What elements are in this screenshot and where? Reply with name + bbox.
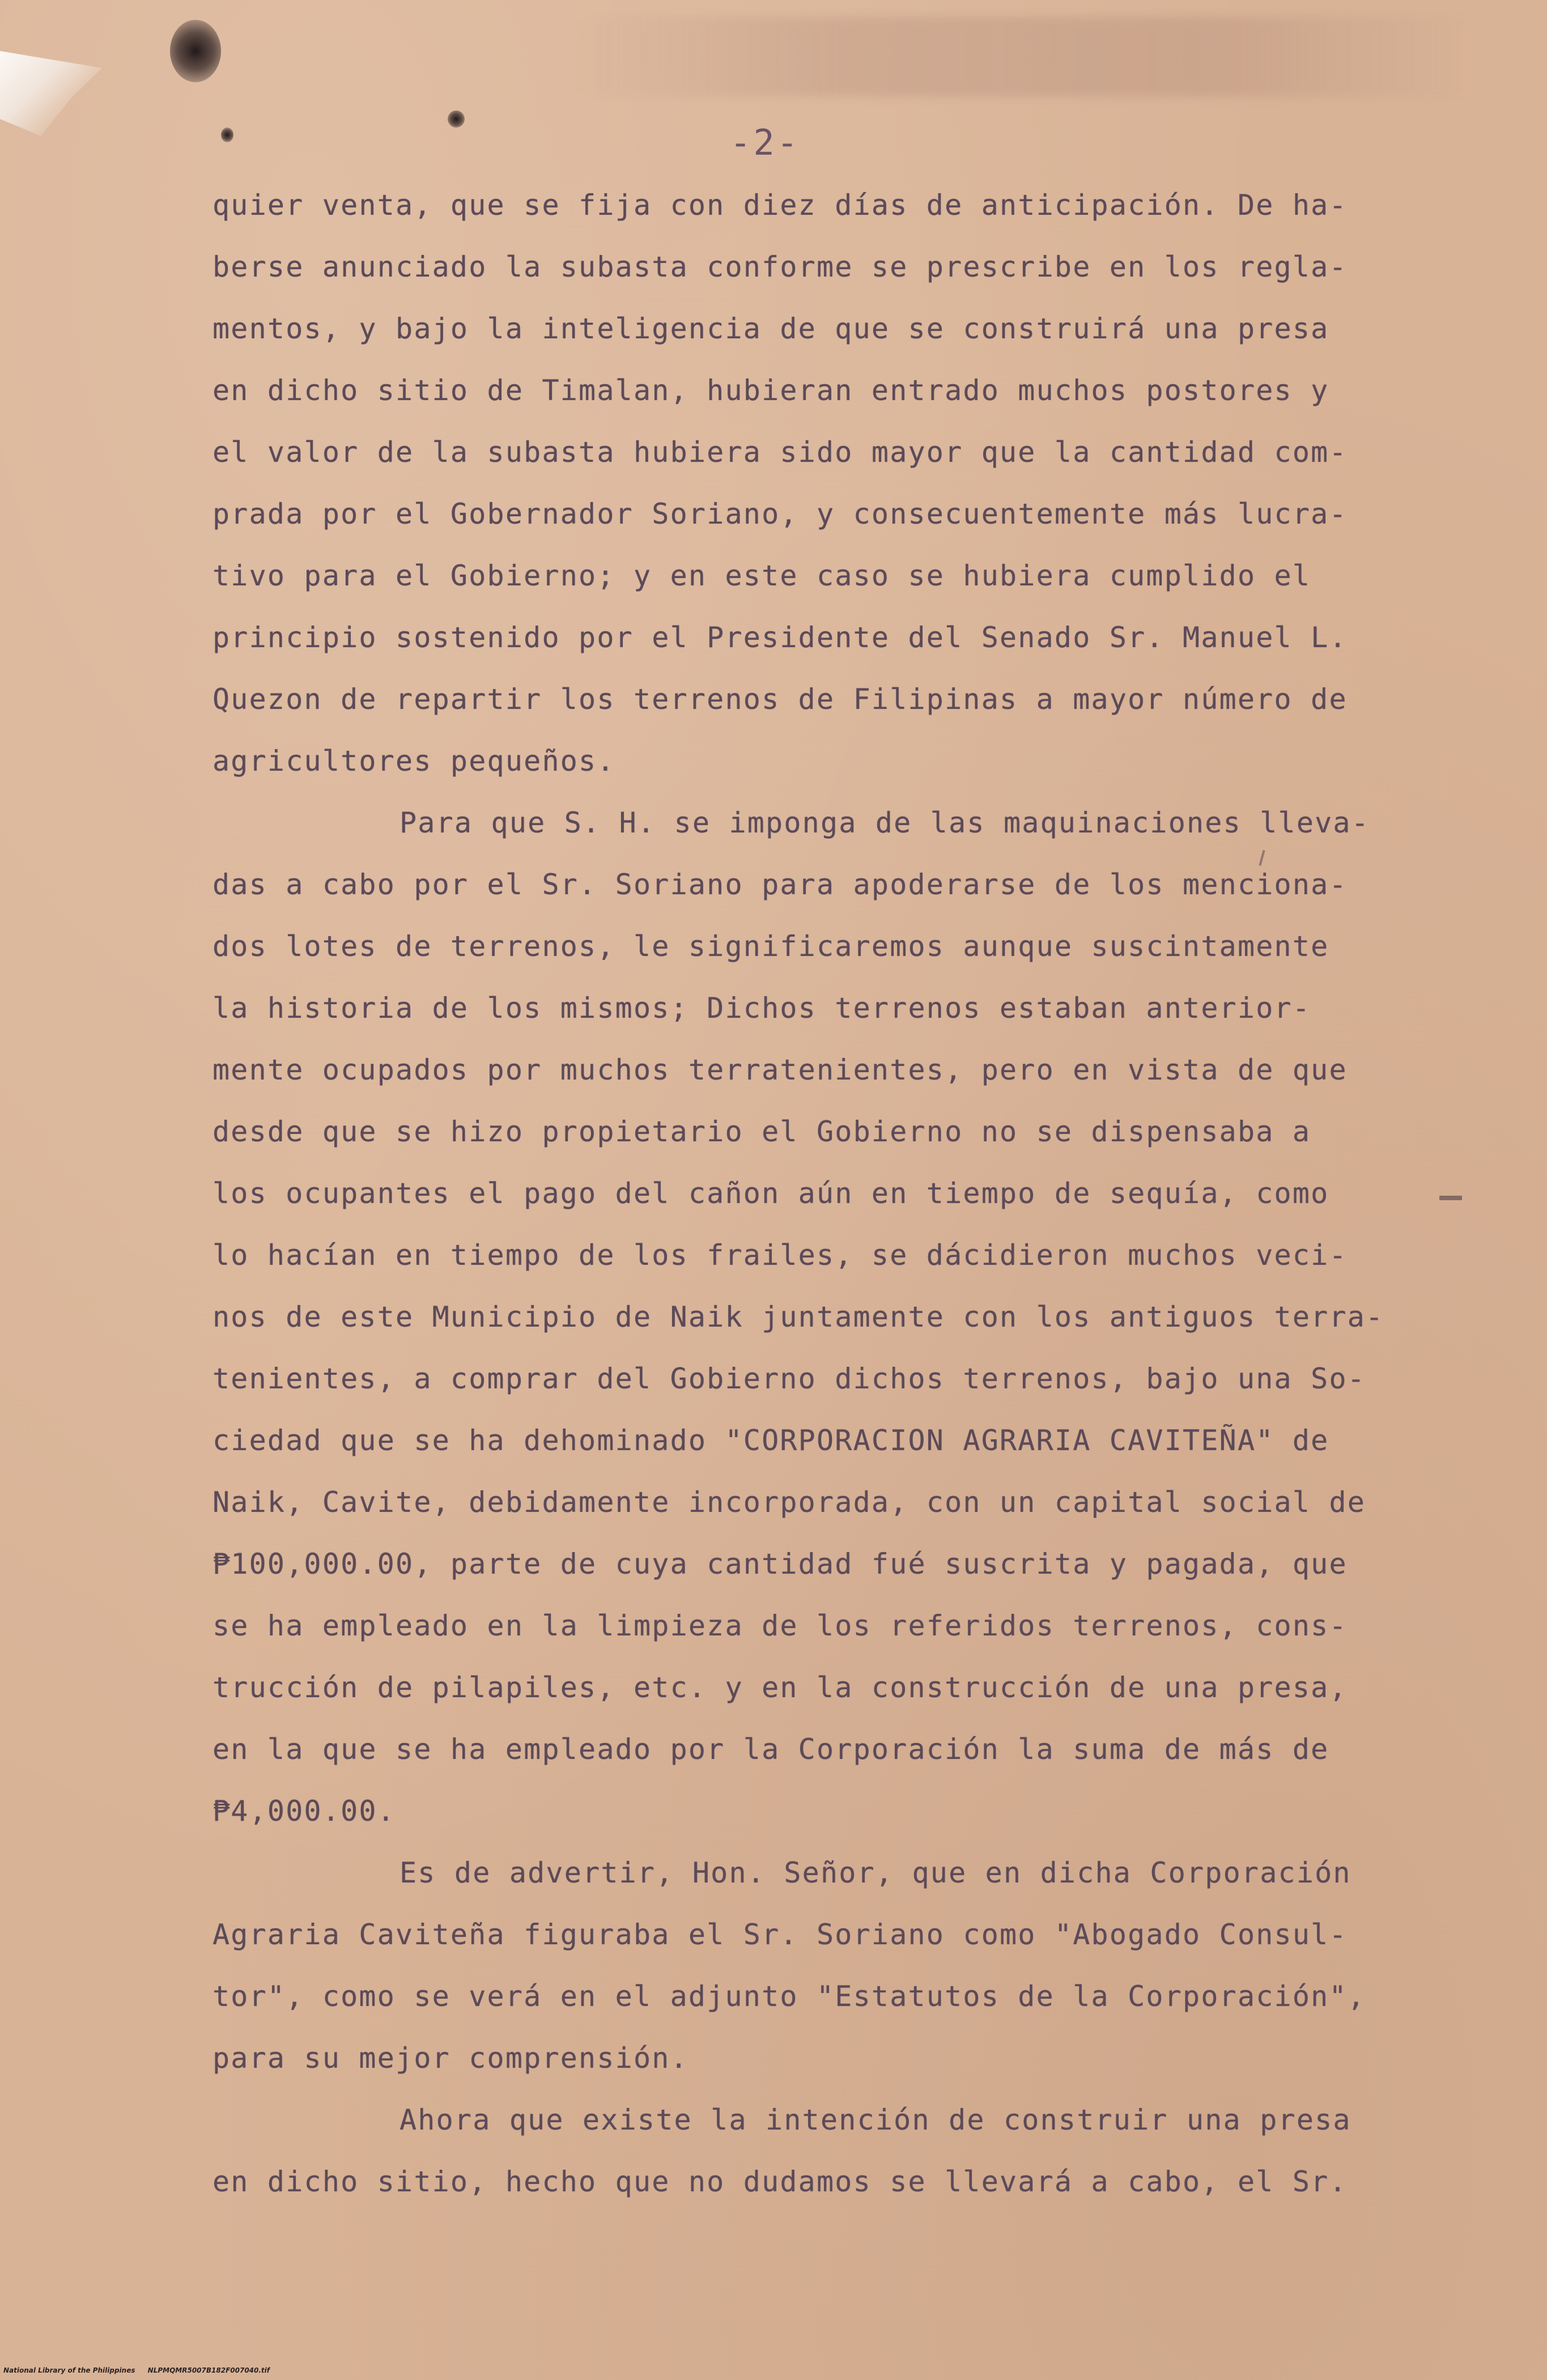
torn-corner [0,51,102,136]
text-line: ₱4,000.00. [212,1795,396,1828]
text-line: mentos, y bajo la inteligencia de que se construirá una presa [212,312,1329,345]
ink-blot [448,110,465,128]
ink-blot [221,128,233,142]
text-line: en dicho sitio de Timalan, hubieran entrado muchos postores y [212,374,1329,407]
text-line: nos de este Municipio de Naik juntamente con los antiguos terra- [212,1300,1384,1333]
text-line: para su mejor comprensión. [212,2042,688,2075]
text-line: principio sostenido por el Presidente del Senado Sr. Manuel L. [212,621,1348,654]
text-line: das a cabo por el Sr. Soriano para apoderarse de los menciona- [212,868,1348,901]
ink-blot [170,20,221,82]
text-line: Agraria Caviteña figuraba el Sr. Soriano como "Abogado Consul- [212,1918,1348,1951]
text-line: quier venta, que se fija con diez días de anticipación. De ha- [212,189,1348,222]
text-line: berse anunciado la subasta conforme se prescribe en los regla- [212,250,1348,283]
text-line: tenientes, a comprar del Gobierno dichos terrenos, bajo una So- [212,1362,1366,1395]
text-line: se ha empleado en la limpieza de los referidos terrenos, cons- [212,1609,1348,1642]
page-number: -2- [730,122,800,163]
text-line: en dicho sitio, hecho que no dudamos se llevará a cabo, el Sr. [212,2165,1348,2198]
text-line: Es de advertir, Hon. Señor, que en dicha Corporación [400,1856,1352,1889]
text-line: mente ocupados por muchos terratenientes, pero en vista de que [212,1053,1348,1086]
text-line: lo hacían en tiempo de los frailes, se dácidieron muchos veci- [212,1239,1348,1272]
text-line: los ocupantes el pago del cañon aún en tiempo de sequía, como [212,1177,1329,1210]
text-line: ₱100,000.00, parte de cuya cantidad fué suscrita y pagada, que [212,1548,1348,1580]
file-name: NLPMQMR5007B182F007040.tif [147,2366,270,2374]
text-line: en la que se ha empleado por la Corporación la suma de más de [212,1733,1329,1766]
text-line: la historia de los mismos; Dichos terrenos estaban anterior- [212,992,1311,1025]
faded-letterhead [567,17,1473,96]
library-credit: National Library of the Philippines [3,2366,135,2374]
text-line: desde que se hizo propietario el Gobierno no se dispensaba a [212,1115,1311,1148]
text-line: prada por el Gobernador Soriano, y consecuentemente más lucra- [212,498,1348,530]
typewritten-body [212,175,1384,2213]
text-line: Para que S. H. se imponga de las maquinaciones lleva- [400,806,1370,839]
text-line: agricultores pequeños. [212,745,615,777]
text-line: Quezon de repartir los terrenos de Filipinas a mayor número de [212,683,1348,716]
text-line: tor", como se verá en el adjunto "Estatutos de la Corporación", [212,1980,1366,2013]
text-line: tivo para el Gobierno; y en este caso se hubiera cumplido el [212,559,1311,592]
text-line: el valor de la subasta hubiera sido mayor que la cantidad com- [212,436,1348,469]
pen-mark [1439,1196,1462,1200]
scan-footer [3,2366,400,2374]
text-line: trucción de pilapiles, etc. y en la construcción de una presa, [212,1671,1348,1704]
text-line: dos lotes de terrenos, le significaremos aunque suscintamente [212,930,1329,963]
text-line: Ahora que existe la intención de construir una presa [400,2103,1352,2136]
text-line: Naik, Cavite, debidamente incorporada, con un capital social de [212,1486,1366,1519]
text-line: ciedad que se ha dehominado "CORPORACION AGRARIA CAVITEÑA" de [212,1424,1329,1457]
